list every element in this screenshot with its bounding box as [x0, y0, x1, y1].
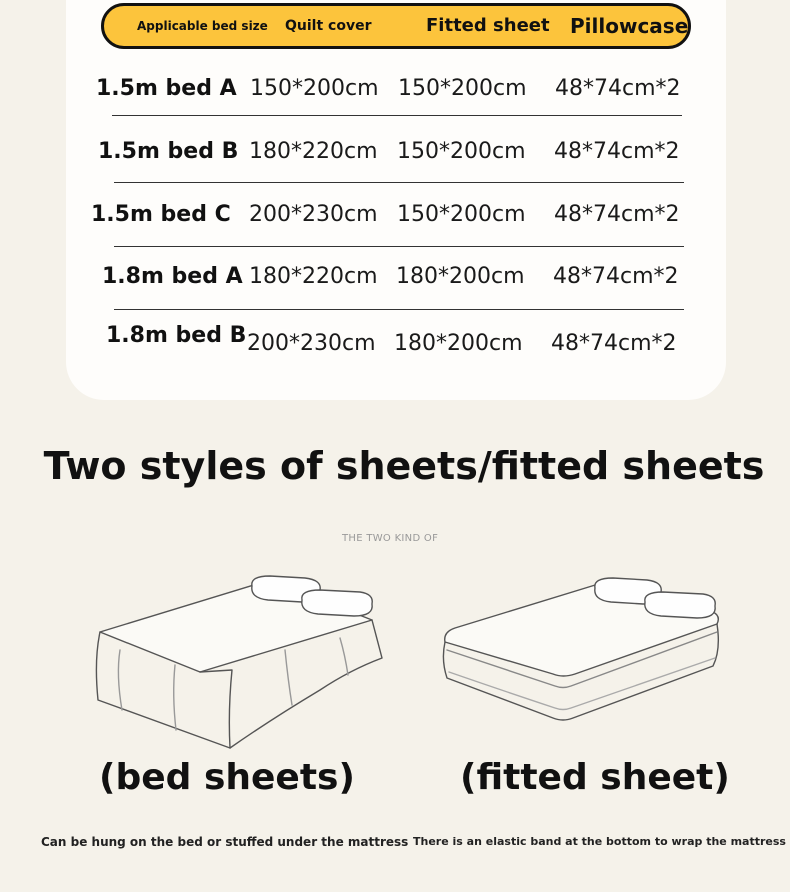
row-quilt-size: 200*230cm [249, 202, 378, 227]
fitted-sheet-caption: There is an elastic band at the bottom to wrap the mattress [413, 835, 786, 848]
fitted-sheet-icon [435, 570, 730, 730]
fitted-sheet-label: (fitted sheet) [460, 757, 730, 798]
row-divider [112, 115, 682, 116]
table-row [0, 257, 790, 297]
row-fitted-size: 150*200cm [397, 139, 526, 164]
table-row [0, 69, 790, 109]
header-quilt-cover: Quilt cover [285, 18, 372, 34]
table-row [0, 195, 790, 235]
bed-sheets-caption: Can be hung on the bed or stuffed under the mattress [41, 835, 409, 849]
row-bed-name: 1.8m bed B [106, 323, 247, 348]
row-pillow-size: 48*74cm*2 [554, 202, 680, 227]
row-pillow-size: 48*74cm*2 [551, 331, 677, 356]
row-fitted-size: 150*200cm [397, 202, 526, 227]
row-quilt-size: 180*220cm [249, 139, 378, 164]
row-quilt-size: 150*200cm [250, 76, 379, 101]
row-pillow-size: 48*74cm*2 [555, 76, 681, 101]
row-bed-name: 1.5m bed B [98, 139, 239, 164]
header-bed-size: Applicable bed size [137, 19, 268, 33]
header-pillowcase: Pillowcase [570, 14, 689, 38]
row-quilt-size: 200*230cm [247, 331, 376, 356]
row-pillow-size: 48*74cm*2 [554, 139, 680, 164]
row-fitted-size: 150*200cm [398, 76, 527, 101]
table-row [0, 316, 790, 356]
header-fitted-sheet: Fitted sheet [426, 15, 550, 36]
row-bed-name: 1.5m bed C [91, 202, 231, 227]
row-divider [114, 182, 684, 183]
row-fitted-size: 180*200cm [396, 264, 525, 289]
row-pillow-size: 48*74cm*2 [553, 264, 679, 289]
row-divider [114, 246, 684, 247]
bed-sheets-label: (bed sheets) [99, 757, 355, 798]
table-row [0, 132, 790, 172]
bed-sheet-icon [80, 570, 390, 750]
row-quilt-size: 180*220cm [249, 264, 378, 289]
row-divider [114, 309, 684, 310]
row-bed-name: 1.5m bed A [96, 76, 237, 101]
section-title: Two styles of sheets/fitted sheets [43, 444, 765, 488]
row-fitted-size: 180*200cm [394, 331, 523, 356]
row-bed-name: 1.8m bed A [102, 264, 243, 289]
section-subtitle: THE TWO KIND OF [342, 533, 439, 544]
size-table-header [101, 3, 691, 49]
